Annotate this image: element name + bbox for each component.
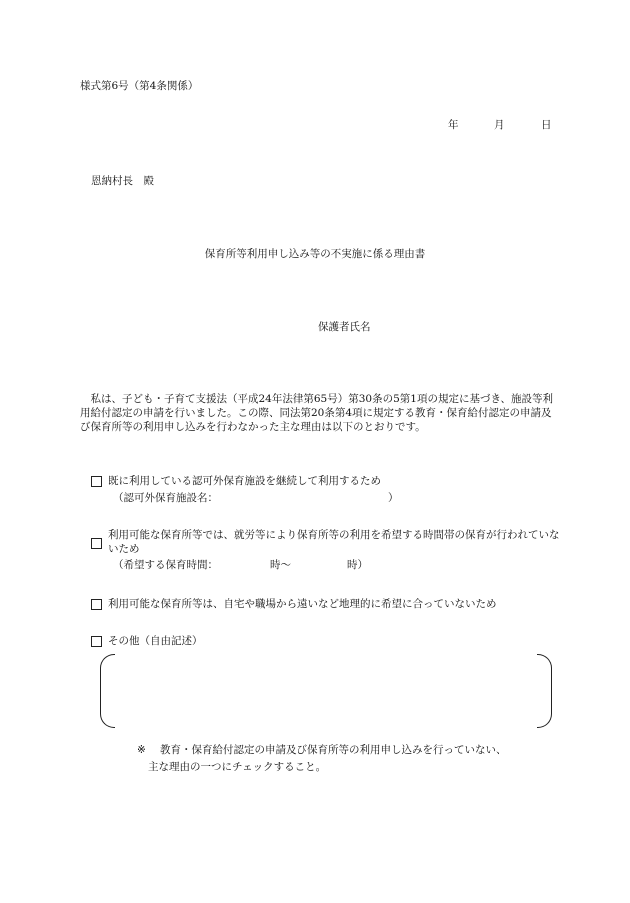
checkbox-option-1[interactable]	[91, 476, 102, 487]
free-text-bracket-right	[537, 654, 552, 728]
form-number: 様式第6号（第4条関係）	[80, 80, 199, 92]
option-time-unavailable	[91, 529, 561, 573]
option-geographic	[91, 598, 561, 612]
option-continue-unlicensed	[91, 475, 561, 505]
free-text-area[interactable]	[100, 654, 552, 728]
guardian-name-label: 保護者氏名	[318, 321, 371, 333]
hours-suffix: 時）	[347, 559, 368, 572]
note-line-1: 教育・保育給付認定の申請及び保育所等の利用申し込みを行っていない、	[160, 744, 507, 756]
note-line-2: 主な理由の一つにチェックすること。	[148, 761, 327, 773]
option-4-label: その他（自由記述）	[108, 635, 203, 647]
checkbox-option-4[interactable]	[91, 636, 102, 647]
body-paragraph: 私は、子ども・子育て支援法（平成24年法律第65号）第30条の5第1項の規定に基づき、施設等利用給付認定の申請を行いました。この際、同法第20条第4項に規定する教育・保育給付認定の申請及び保育所等の利用申し込みを行わなかった主な理由は以下のとおりです。	[80, 393, 554, 434]
option-3-label: 利用可能な保育所等は、自宅や職場から遠いなど地理的に希望に合っていないため	[108, 598, 497, 610]
note-mark: ※	[137, 744, 146, 756]
hours-mid: 時～	[270, 559, 291, 572]
addressee: 恩納村長 殿	[91, 175, 154, 187]
option-1-label: 既に利用している認可外保育施設を継続して利用するため	[108, 475, 381, 487]
checkbox-option-3[interactable]	[91, 599, 102, 610]
hours-prefix: （希望する保育時間：	[113, 559, 218, 572]
document-title: 保育所等利用申し込み等の不実施に係る理由書	[204, 248, 426, 260]
date-year-label: 年	[448, 119, 459, 131]
facility-name-prefix: （認可外保育施設名：	[113, 491, 218, 504]
date-day-label: 日	[541, 119, 552, 131]
free-text-bracket-left	[100, 654, 115, 728]
date-month-label: 月	[494, 119, 505, 131]
facility-name-suffix: ）	[388, 491, 399, 504]
option-2-label: 利用可能な保育所等では、就労等により保育所等の利用を希望する時間帯の保育が行われていないため	[108, 529, 560, 555]
checkbox-option-2[interactable]	[91, 538, 102, 549]
option-other	[91, 635, 561, 649]
